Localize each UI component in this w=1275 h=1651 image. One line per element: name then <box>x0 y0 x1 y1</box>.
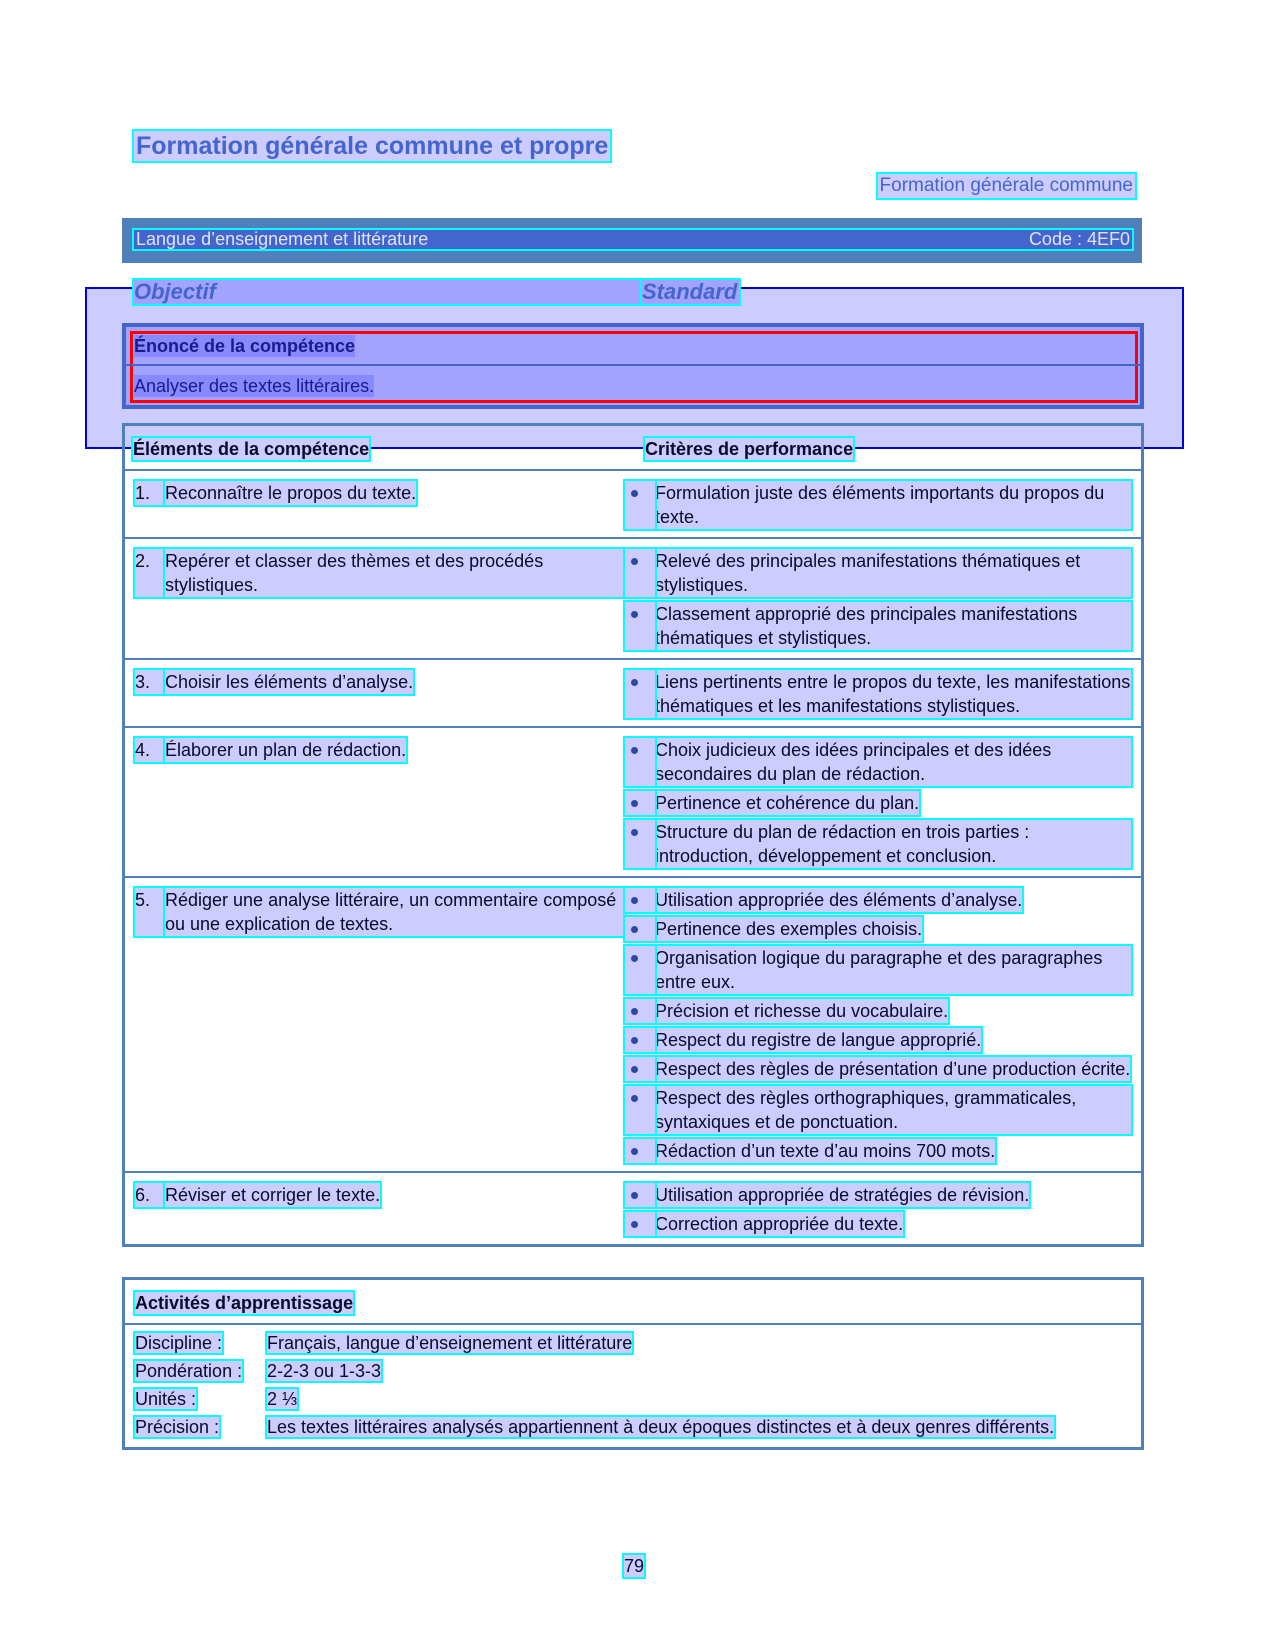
activity-label: Pondération : <box>135 1361 243 1381</box>
criterion-text: Relevé des principales manifestations thématiques et stylistiques. <box>655 549 1131 597</box>
element-number: 4. <box>135 738 165 762</box>
element-text: Rédiger une analyse littéraire, un commentaire composé ou une explication de textes. <box>165 888 625 936</box>
criterion-text: Respect des règles orthographiques, grammaticales, syntaxiques et de ponctuation. <box>655 1086 1131 1134</box>
bullet-icon <box>625 1057 655 1081</box>
enonce-text: Analyser des textes littéraires. <box>134 376 375 396</box>
criterion-text: Structure du plan de rédaction en trois parties : introduction, développement et conclusion. <box>655 820 1131 868</box>
course-bar <box>122 218 1142 263</box>
activities-header <box>125 1280 1141 1325</box>
element-text: Repérer et classer des thèmes et des procédés stylistiques. <box>165 549 625 597</box>
element-text: Réviser et corriger le texte. <box>165 1185 381 1205</box>
page-subtitle: Formation générale commune <box>879 175 1133 196</box>
bullet-icon <box>625 888 655 912</box>
activity-value: 2-2-3 ou 1-3-3 <box>267 1361 382 1381</box>
course-name: Langue d’enseignement et littérature <box>136 229 429 249</box>
bullet-icon <box>625 1212 655 1236</box>
course-bar-content <box>134 230 1132 249</box>
criterion-text: Rédaction d’un texte d’au moins 700 mots. <box>655 1141 996 1161</box>
bullet-icon <box>625 481 655 529</box>
activity-row <box>135 1331 1131 1355</box>
activities-body <box>125 1325 1141 1447</box>
element-number: 3. <box>135 670 165 694</box>
element-number: 2. <box>135 549 165 597</box>
activity-row <box>135 1387 1131 1411</box>
course-code: Code : 4EF0 <box>1028 229 1130 249</box>
bullet-icon <box>625 791 655 815</box>
criterion-text: Pertinence et cohérence du plan. <box>655 793 920 813</box>
page-number: 79 <box>624 1556 645 1576</box>
activity-value: 2 ⅓ <box>267 1389 298 1409</box>
col-header-criteria: Critères de performance <box>645 439 854 459</box>
activity-value: Français, langue d’enseignement et littérature <box>267 1333 633 1353</box>
bullet-icon <box>625 999 655 1023</box>
activities-box <box>122 1277 1144 1450</box>
bullet-icon <box>625 1139 655 1163</box>
table-row <box>125 471 1141 539</box>
activity-row <box>135 1359 1131 1383</box>
element-text: Élaborer un plan de rédaction. <box>165 740 407 760</box>
activity-row <box>135 1415 1131 1439</box>
table-row <box>125 539 1141 660</box>
activities-heading: Activités d’apprentissage <box>135 1293 354 1313</box>
criterion-text: Classement approprié des principales manifestations thématiques et stylistiques. <box>655 602 1131 650</box>
criterion-text: Organisation logique du paragraphe et des paragraphes entre eux. <box>655 946 1131 994</box>
table-row <box>125 1173 1141 1244</box>
col-header-elements: Éléments de la compétence <box>133 439 370 459</box>
page-title: Formation générale commune et propre <box>136 132 609 160</box>
criterion-text: Correction appropriée du texte. <box>655 1214 904 1234</box>
bullet-icon <box>625 1183 655 1207</box>
activity-label: Précision : <box>135 1417 220 1437</box>
enonce-heading: Énoncé de la compétence <box>134 336 356 356</box>
criterion-text: Liens pertinents entre le propos du texte, les manifestations thématiques et les manifestations stylistiques. <box>655 672 1131 716</box>
table-row <box>125 660 1141 728</box>
objectif-label: Objectif <box>134 280 642 304</box>
element-number: 6. <box>135 1183 165 1207</box>
competence-table <box>122 423 1144 1247</box>
criterion-text: Utilisation appropriée de stratégies de révision. <box>655 1185 1030 1205</box>
element-text: Reconnaître le propos du texte. <box>165 483 417 503</box>
table-header <box>125 426 1141 471</box>
criterion-text: Choix judicieux des idées principales et des idées secondaires du plan de rédaction. <box>655 738 1131 786</box>
bullet-icon <box>625 1028 655 1052</box>
bullet-icon <box>625 602 655 650</box>
criterion-text: Utilisation appropriée des éléments d’analyse. <box>655 890 1023 910</box>
bullet-icon <box>625 820 655 868</box>
criterion-text: Pertinence des exemples choisis. <box>655 919 923 939</box>
bullet-icon <box>625 738 655 786</box>
bullet-icon <box>625 1086 655 1134</box>
table-row <box>125 878 1141 1173</box>
activity-label: Discipline : <box>135 1333 223 1353</box>
bullet-icon <box>625 917 655 941</box>
criterion-text: Respect des règles de présentation d’une production écrite. <box>655 1059 1131 1079</box>
criterion-text: Précision et richesse du vocabulaire. <box>655 1001 949 1021</box>
activity-value: Les textes littéraires analysés appartiennent à deux époques distinctes et à deux genres différents. <box>267 1417 1055 1437</box>
bullet-icon <box>625 670 655 718</box>
bullet-icon <box>625 946 655 994</box>
element-text: Choisir les éléments d’analyse. <box>165 672 414 692</box>
element-number: 1. <box>135 481 165 505</box>
enonce-box <box>122 323 1144 409</box>
activity-label: Unités : <box>135 1389 197 1409</box>
bullet-icon <box>625 549 655 597</box>
criterion-text: Respect du registre de langue approprié. <box>655 1030 982 1050</box>
table-row <box>125 728 1141 878</box>
standard-label: Standard <box>642 279 738 304</box>
element-number: 5. <box>135 888 165 936</box>
criterion-text: Formulation juste des éléments importants du propos du texte. <box>655 481 1131 529</box>
divider <box>126 364 1140 366</box>
